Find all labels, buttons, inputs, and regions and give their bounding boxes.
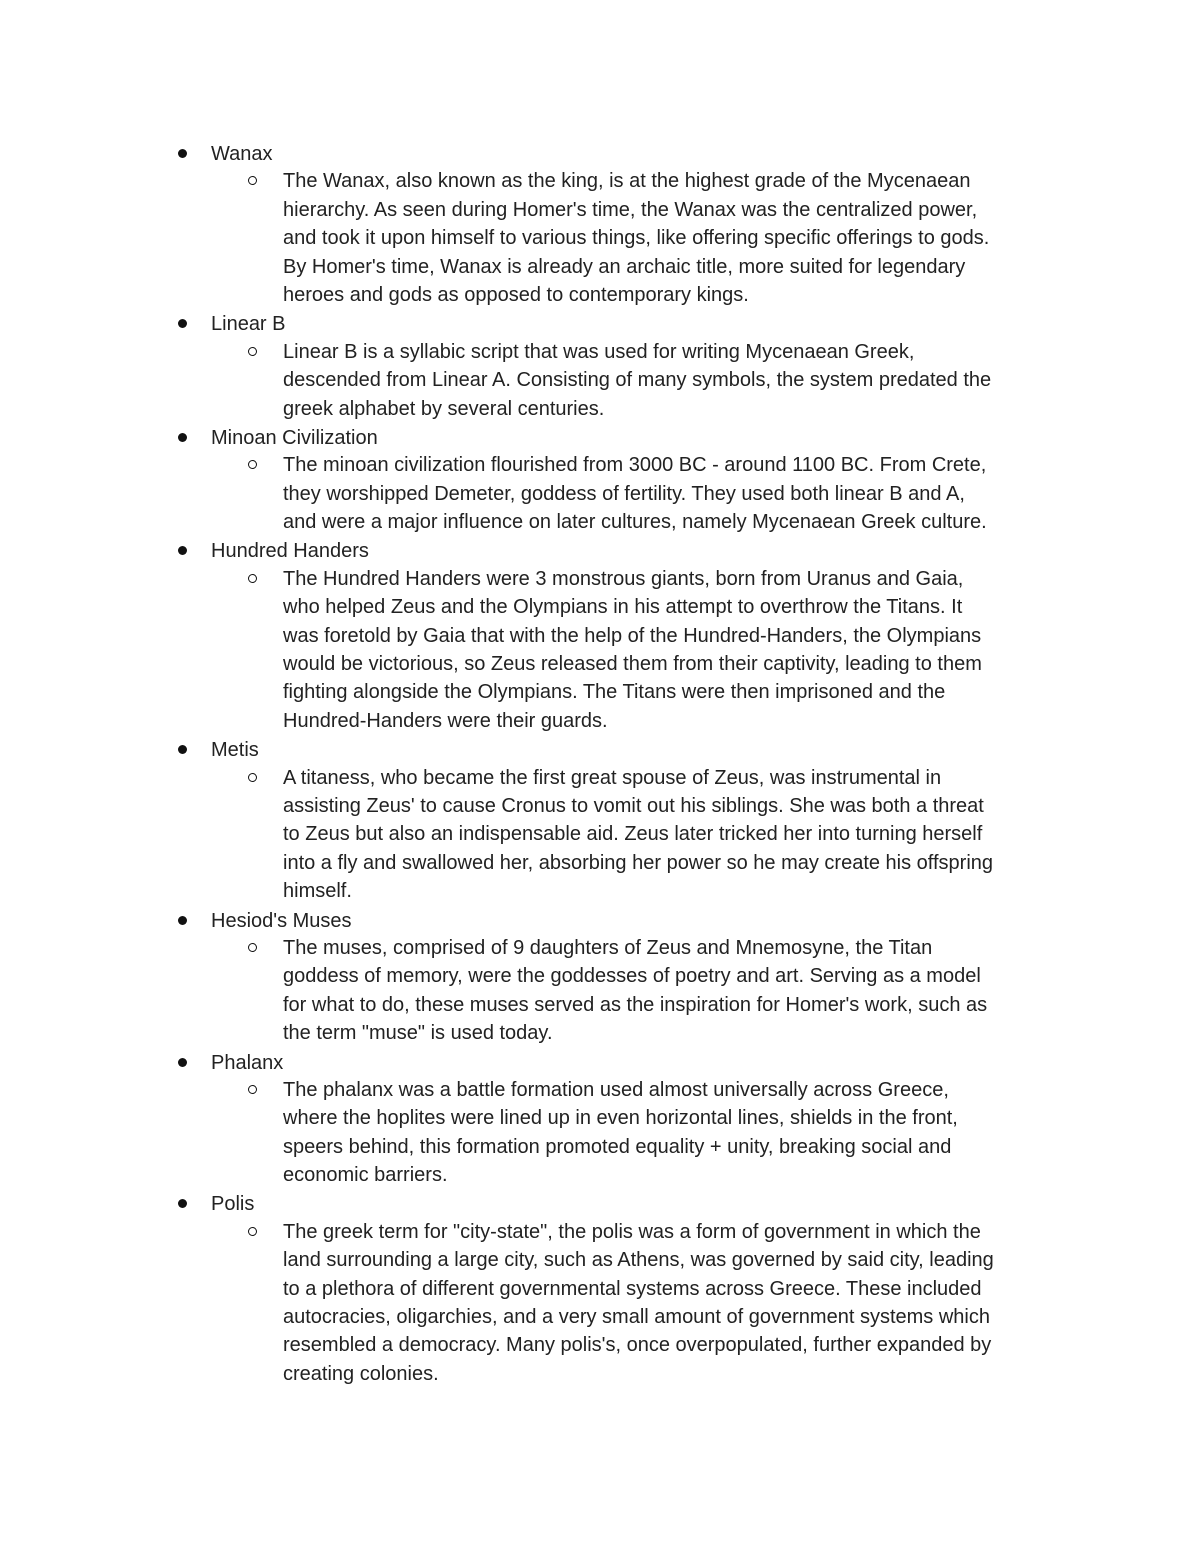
term-label: Metis	[211, 739, 259, 762]
bullet-disc-icon	[178, 433, 187, 442]
definition-line: they worshipped Demeter, goddess of fertility. They used both linear B and A,	[283, 482, 965, 505]
term-label: Polis	[211, 1193, 255, 1216]
bullet-circle-icon	[248, 1085, 257, 1094]
definition-line: creating colonies.	[283, 1362, 439, 1385]
definition-line: hierarchy. As seen during Homer's time, the Wanax was the centralized power,	[283, 198, 978, 221]
definition-line: heroes and gods as opposed to contemporary kings.	[283, 283, 749, 306]
bullet-disc-icon	[178, 1199, 187, 1208]
bullet-disc-icon	[178, 745, 187, 754]
term-label: Hesiod's Muses	[211, 909, 352, 932]
bullet-circle-icon	[248, 1227, 257, 1236]
term-row	[0, 1048, 1200, 1076]
bullet-circle-icon	[248, 347, 257, 356]
glossary-entry	[0, 139, 1200, 309]
definition-line: The Wanax, also known as the king, is at the highest grade of the Mycenaean	[283, 170, 971, 193]
definition-line: where the hoplites were lined up in even horizontal lines, shields in the front,	[283, 1107, 958, 1130]
glossary-entry	[0, 1048, 1200, 1190]
definition-line: The muses, comprised of 9 daughters of Zeus and Mnemosyne, the Titan	[283, 936, 933, 959]
term-label: Hundred Handers	[211, 540, 369, 563]
definition	[0, 167, 1200, 309]
definition-line: speers behind, this formation promoted equality + unity, breaking social and	[283, 1135, 952, 1158]
bullet-circle-icon	[248, 773, 257, 782]
glossary-entry	[0, 309, 1200, 423]
definition-line: the term "muse" is used today.	[283, 1022, 553, 1045]
definition-line: A titaness, who became the first great spouse of Zeus, was instrumental in	[283, 766, 942, 789]
glossary-entry	[0, 1189, 1200, 1388]
bullet-circle-icon	[248, 460, 257, 469]
bullet-disc-icon	[178, 319, 187, 328]
glossary-entry	[0, 906, 1200, 1048]
glossary-entry	[0, 536, 1200, 735]
term-row	[0, 139, 1200, 167]
definition-line: was foretold by Gaia that with the help of the Hundred-Handers, the Olympians	[283, 624, 982, 647]
definition-line: who helped Zeus and the Olympians in his attempt to overthrow the Titans. It	[283, 596, 963, 619]
glossary-entry	[0, 735, 1200, 905]
definition-line: fighting alongside the Olympians. The Titans were then imprisoned and the	[283, 681, 946, 704]
definition-line: economic barriers.	[283, 1164, 448, 1187]
definition	[0, 764, 1200, 906]
definition-line: autocracies, oligarchies, and a very small amount of government systems which	[283, 1306, 990, 1329]
definition-line: and were a major influence on later cultures, namely Mycenaean Greek culture.	[283, 511, 987, 534]
term-row	[0, 1189, 1200, 1217]
definition	[0, 1218, 1200, 1388]
term-row	[0, 309, 1200, 337]
bullet-disc-icon	[178, 546, 187, 555]
definition-line: Linear B is a syllabic script that was used for writing Mycenaean Greek,	[283, 340, 915, 363]
definition-line: himself.	[283, 880, 352, 903]
definition-line: resembled a democracy. Many polis's, once overpopulated, further expanded by	[283, 1334, 992, 1357]
bullet-disc-icon	[178, 1058, 187, 1067]
term-row	[0, 423, 1200, 451]
definition-line: land surrounding a large city, such as Athens, was governed by said city, leading	[283, 1249, 994, 1272]
bullet-circle-icon	[248, 943, 257, 952]
term-row	[0, 536, 1200, 564]
definition-line: greek alphabet by several centuries.	[283, 397, 605, 420]
definition-line: would be victorious, so Zeus released them from their captivity, leading to them	[283, 653, 982, 676]
document-page	[0, 139, 1200, 1388]
glossary-list	[0, 139, 1200, 1388]
definition	[0, 338, 1200, 423]
definition-line: The Hundred Handers were 3 monstrous giants, born from Uranus and Gaia,	[283, 567, 964, 590]
definition	[0, 451, 1200, 536]
definition-line: The minoan civilization flourished from 3000 BC - around 1100 BC. From Crete,	[283, 454, 987, 477]
definition	[0, 1076, 1200, 1190]
term-label: Phalanx	[211, 1051, 284, 1074]
definition-line: to Zeus but also an indispensable aid. Zeus later tricked her into turning herself	[283, 823, 983, 846]
definition-line: The greek term for "city-state", the polis was a form of government in which the	[283, 1220, 981, 1243]
definition-line: The phalanx was a battle formation used almost universally across Greece,	[283, 1078, 949, 1101]
definition-line: for what to do, these muses served as the inspiration for Homer's work, such as	[283, 993, 988, 1016]
term-label: Wanax	[211, 143, 273, 165]
definition-line: descended from Linear A. Consisting of many symbols, the system predated the	[283, 369, 992, 392]
definition-line: assisting Zeus' to cause Cronus to vomit out his siblings. She was both a threat	[283, 794, 984, 817]
definition-line: Hundred-Handers were their guards.	[283, 709, 608, 732]
definition-line: goddess of memory, were the goddesses of poetry and art. Serving as a model	[283, 965, 981, 988]
bullet-disc-icon	[178, 149, 187, 158]
definition	[0, 565, 1200, 735]
bullet-circle-icon	[248, 176, 257, 185]
definition-line: By Homer's time, Wanax is already an archaic title, more suited for legendary	[283, 255, 966, 278]
term-label: Minoan Civilization	[211, 426, 378, 449]
term-row	[0, 735, 1200, 763]
term-row	[0, 906, 1200, 934]
term-label: Linear B	[211, 313, 286, 336]
definition-line: into a fly and swallowed her, absorbing her power so he may create his offspring	[283, 851, 994, 874]
glossary-entry	[0, 423, 1200, 537]
definition-line: to a plethora of different governmental systems across Greece. These included	[283, 1277, 982, 1300]
definition-line: and took it upon himself to various things, like offering specific offerings to gods.	[283, 227, 990, 250]
definition	[0, 934, 1200, 1048]
bullet-disc-icon	[178, 916, 187, 925]
bullet-circle-icon	[248, 574, 257, 583]
